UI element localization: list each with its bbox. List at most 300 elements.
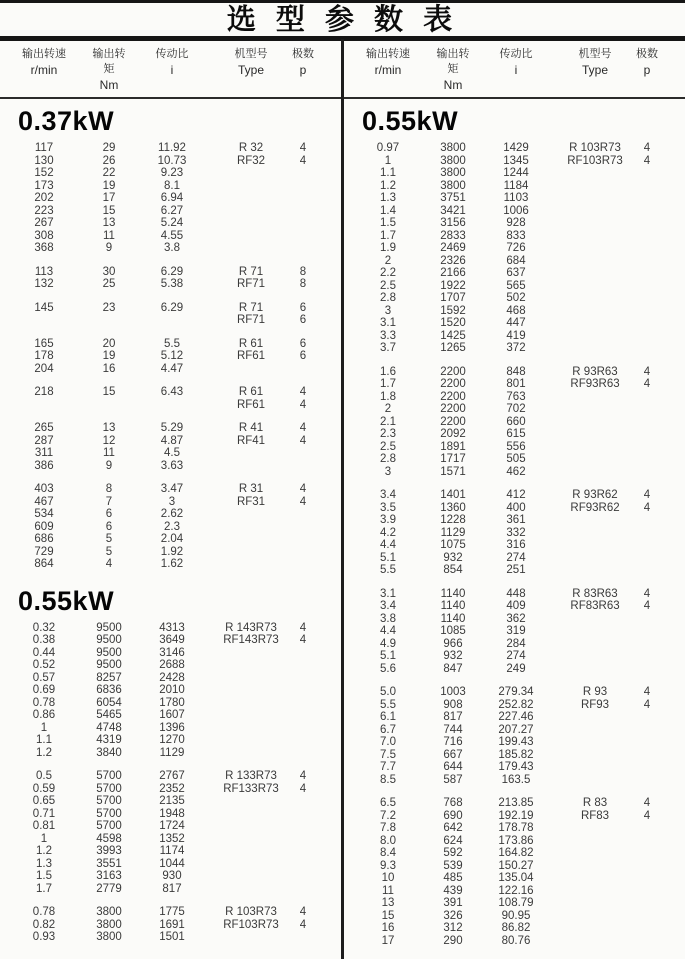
cell-type — [558, 267, 632, 280]
cell-torque: 716 — [443, 736, 463, 748]
cell-poles — [632, 724, 662, 737]
cell-speed: 1.1 — [36, 734, 52, 746]
cell-type: RF71 — [236, 278, 266, 290]
cell-torque: 30 — [102, 265, 116, 278]
cell-poles: 6 — [299, 301, 307, 314]
cell-ratio: 702 — [506, 403, 526, 415]
ratio-label: 传动比 — [499, 48, 533, 60]
cell-type — [558, 230, 632, 243]
cell-speed: 10 — [381, 872, 395, 884]
cell-ratio: 1044 — [159, 857, 185, 870]
cell-speed: 0.5 — [36, 770, 52, 782]
cell-speed: 2.3 — [380, 428, 396, 440]
table-row — [0, 230, 341, 243]
cell-ratio: 409 — [506, 600, 526, 612]
cell-ratio: 447 — [506, 317, 526, 329]
cell-poles — [632, 552, 662, 565]
cell-type: R 93R62 — [572, 489, 618, 501]
cell-torque: 2200 — [440, 415, 466, 428]
cell-type — [558, 428, 632, 441]
cell-speed: 7.0 — [380, 736, 396, 748]
table-row — [0, 808, 341, 821]
cell-speed: 117 — [34, 142, 54, 154]
cell-poles — [288, 460, 318, 473]
cell-speed: 1.2 — [36, 845, 52, 857]
cell-torque: 3163 — [96, 870, 122, 882]
cell-torque: 290 — [443, 934, 463, 947]
cell-ratio: 468 — [506, 304, 526, 317]
cell-poles — [632, 403, 662, 416]
cell-speed: 2.2 — [380, 267, 396, 279]
cell-type — [214, 684, 288, 697]
cell-ratio: 9.23 — [160, 167, 184, 179]
table-row — [344, 217, 685, 230]
cell-poles: 6 — [299, 314, 307, 326]
cell-ratio: 637 — [506, 267, 526, 279]
cell-poles — [288, 508, 318, 521]
cell-torque: 3421 — [440, 204, 466, 217]
cell-torque: 768 — [443, 797, 463, 809]
table-row — [344, 613, 685, 626]
cell-type: R 32 — [238, 142, 264, 154]
table-row — [0, 820, 341, 833]
table-row — [344, 142, 685, 155]
speed-unit: r/min — [374, 63, 402, 77]
cell-speed: 7.2 — [380, 809, 396, 822]
cell-type — [558, 280, 632, 293]
table-row — [344, 180, 685, 193]
cell-poles — [288, 533, 318, 546]
cell-torque: 932 — [443, 650, 463, 662]
torque-label: 输出转矩 — [92, 48, 126, 75]
cell-ratio: 4.5 — [164, 447, 180, 459]
table-row — [344, 255, 685, 268]
cell-torque: 2833 — [440, 229, 466, 242]
cell-poles — [288, 363, 318, 376]
cell-ratio: 274 — [506, 551, 526, 564]
cell-speed: 0.57 — [32, 671, 56, 684]
table-row — [0, 205, 341, 218]
cell-speed: 403 — [34, 483, 54, 495]
type-unit: Type — [237, 63, 264, 77]
cell-ratio: 3.63 — [160, 459, 184, 472]
cell-ratio: 199.43 — [498, 736, 534, 748]
cell-type: RF143R73 — [223, 634, 279, 646]
table-row — [0, 697, 341, 710]
cell-speed: 0.78 — [32, 906, 56, 918]
cell-ratio: 372 — [506, 342, 526, 354]
row-group — [0, 142, 341, 255]
cell-poles: 4 — [299, 483, 307, 495]
cell-ratio: 1184 — [503, 179, 529, 192]
cell-ratio: 2352 — [159, 782, 185, 795]
cell-speed: 0.65 — [32, 795, 56, 807]
cell-ratio: 4.55 — [160, 229, 184, 242]
cell-torque: 3800 — [440, 179, 466, 192]
cell-ratio: 833 — [506, 229, 526, 242]
table-row — [0, 460, 341, 473]
row-group — [0, 622, 341, 760]
cell-torque: 3800 — [440, 142, 466, 154]
cell-torque: 9 — [105, 459, 113, 472]
cell-type: RF103R73 — [223, 918, 279, 931]
cell-type — [214, 709, 288, 722]
cell-ratio: 251 — [506, 564, 526, 576]
table-row — [0, 302, 341, 315]
cell-poles: 4 — [299, 154, 307, 167]
cell-torque: 3993 — [96, 845, 122, 857]
cell-speed: 218 — [34, 386, 54, 398]
cell-torque: 2469 — [440, 242, 466, 254]
cell-poles — [632, 527, 662, 540]
cell-poles — [288, 242, 318, 255]
cell-torque: 1922 — [440, 279, 466, 292]
cell-poles — [632, 317, 662, 330]
cell-ratio: 150.27 — [498, 859, 534, 872]
table-row — [0, 386, 341, 399]
cell-torque: 2200 — [440, 365, 466, 378]
cell-type — [214, 180, 288, 193]
table-row — [344, 810, 685, 823]
cell-poles — [632, 663, 662, 676]
table-row — [0, 217, 341, 230]
cell-poles: 4 — [643, 365, 651, 378]
cell-poles — [632, 330, 662, 343]
cell-torque: 2779 — [96, 882, 122, 895]
top-rule — [0, 0, 685, 3]
cell-poles — [288, 883, 318, 896]
cell-ratio: 5.29 — [160, 422, 184, 434]
cell-poles: 4 — [643, 587, 651, 600]
cell-torque: 312 — [443, 922, 463, 934]
speed-unit: r/min — [30, 63, 58, 77]
cell-type — [558, 552, 632, 565]
cell-ratio: 11.92 — [158, 142, 186, 154]
column-header-speed — [344, 47, 432, 93]
table-row — [344, 441, 685, 454]
cell-torque: 26 — [102, 154, 116, 167]
cell-torque: 932 — [443, 551, 463, 564]
cell-poles: 4 — [299, 634, 307, 646]
cell-type — [558, 613, 632, 626]
cell-torque: 2200 — [440, 378, 466, 390]
cell-torque: 1140 — [440, 612, 466, 625]
cell-torque: 9500 — [96, 659, 122, 671]
table-row — [0, 734, 341, 747]
cell-ratio: 362 — [506, 612, 526, 625]
cell-speed: 4.9 — [380, 637, 396, 650]
torque-label: 输出转矩 — [436, 48, 470, 75]
table-row — [344, 897, 685, 910]
cell-type — [558, 564, 632, 577]
table-row — [344, 686, 685, 699]
cell-type — [558, 935, 632, 948]
cell-torque: 8 — [105, 483, 113, 495]
cell-torque: 1075 — [440, 539, 466, 551]
cell-torque: 1003 — [440, 686, 466, 698]
cell-poles — [632, 736, 662, 749]
cell-torque: 1717 — [440, 453, 466, 465]
cell-torque: 4598 — [96, 832, 122, 845]
poles-unit: p — [643, 63, 651, 77]
cell-type: RF83 — [580, 809, 610, 822]
cell-poles: 4 — [643, 698, 651, 711]
cell-type — [214, 533, 288, 546]
cell-type — [558, 242, 632, 255]
cell-poles — [632, 280, 662, 293]
table-row — [344, 600, 685, 613]
table-row — [344, 564, 685, 577]
power-section-header: 0.37kW — [18, 106, 115, 136]
cell-speed: 13 — [381, 897, 395, 909]
table-row — [344, 342, 685, 355]
row-group — [344, 489, 685, 577]
cell-type — [558, 638, 632, 651]
cell-type — [558, 860, 632, 873]
cell-ratio: 192.19 — [498, 809, 534, 822]
cell-ratio: 5.5 — [164, 337, 180, 350]
cell-type: R 83 — [582, 797, 608, 809]
cell-torque: 817 — [443, 711, 463, 723]
cell-type — [558, 180, 632, 193]
table-row — [344, 242, 685, 255]
cell-torque: 1265 — [440, 342, 466, 354]
cell-type — [558, 736, 632, 749]
cell-torque: 22 — [102, 167, 116, 179]
cell-ratio: 332 — [506, 526, 526, 539]
cell-speed: 265 — [34, 422, 54, 434]
cell-torque: 3800 — [96, 918, 122, 931]
cell-poles — [632, 935, 662, 948]
cell-torque: 587 — [443, 773, 463, 786]
cell-poles — [288, 709, 318, 722]
cell-type — [558, 342, 632, 355]
cell-speed: 6.5 — [380, 797, 396, 809]
cell-torque: 19 — [102, 350, 116, 362]
table-row — [0, 180, 341, 193]
cell-speed: 3 — [384, 304, 392, 317]
center-divider-rule — [341, 39, 344, 959]
table-row — [0, 883, 341, 896]
cell-speed: 5.5 — [380, 564, 396, 576]
cell-speed: 6.1 — [380, 711, 396, 723]
cell-poles — [632, 205, 662, 218]
table-row — [344, 872, 685, 885]
cell-poles — [632, 453, 662, 466]
cell-type — [214, 820, 288, 833]
cell-type — [558, 416, 632, 429]
table-row — [344, 847, 685, 860]
cell-type — [214, 192, 288, 205]
cell-poles — [632, 638, 662, 651]
cell-speed: 1.3 — [380, 192, 396, 204]
cell-ratio: 1345 — [503, 154, 529, 167]
row-group — [0, 302, 341, 327]
cell-type — [558, 391, 632, 404]
cell-ratio: 2.62 — [160, 508, 184, 520]
cell-poles — [632, 625, 662, 638]
cell-ratio: 185.82 — [498, 748, 534, 761]
cell-type — [558, 403, 632, 416]
cell-torque: 5700 — [96, 807, 122, 820]
cell-torque: 8257 — [96, 671, 122, 684]
cell-speed: 173 — [34, 179, 54, 192]
cell-ratio: 316 — [506, 539, 526, 551]
cell-type — [558, 539, 632, 552]
table-row — [344, 155, 685, 168]
cell-type — [214, 808, 288, 821]
cell-ratio: 173.86 — [498, 834, 534, 847]
cell-ratio: 319 — [506, 625, 526, 637]
cell-type — [214, 734, 288, 747]
cell-type — [558, 305, 632, 318]
cell-torque: 11 — [103, 447, 115, 459]
cell-speed: 0.93 — [32, 931, 56, 943]
table-row — [344, 699, 685, 712]
cell-torque: 667 — [443, 748, 463, 761]
cell-torque: 17 — [102, 192, 116, 204]
cell-poles — [632, 292, 662, 305]
cell-poles: 4 — [643, 600, 651, 612]
cell-torque: 1571 — [440, 465, 466, 478]
table-row — [344, 428, 685, 441]
cell-ratio: 3.47 — [160, 483, 184, 495]
cell-type — [214, 697, 288, 710]
cell-ratio: 163.5 — [501, 773, 531, 786]
cell-ratio: 4313 — [159, 621, 185, 634]
cell-torque: 29 — [102, 142, 116, 154]
cell-type — [558, 711, 632, 724]
cell-poles — [632, 822, 662, 835]
cell-torque: 391 — [443, 897, 463, 909]
cell-poles — [632, 428, 662, 441]
cell-type: R 31 — [238, 483, 264, 495]
cell-type — [558, 774, 632, 787]
cell-type — [558, 317, 632, 330]
table-row — [344, 391, 685, 404]
cell-ratio: 928 — [506, 217, 526, 229]
cell-poles: 4 — [643, 378, 651, 390]
table-row — [0, 242, 341, 255]
cell-speed: 2 — [384, 403, 392, 415]
cell-speed: 0.82 — [32, 918, 56, 931]
table-row — [0, 709, 341, 722]
cell-speed: 0.59 — [32, 782, 56, 795]
cell-poles — [288, 697, 318, 710]
cell-poles: 4 — [299, 422, 307, 434]
cell-torque: 2326 — [440, 254, 466, 267]
cell-type — [558, 872, 632, 885]
cell-poles — [288, 447, 318, 460]
cell-speed: 2 — [384, 254, 392, 267]
cell-ratio: 726 — [506, 242, 526, 254]
cell-speed: 5.0 — [380, 686, 396, 698]
cell-type — [214, 747, 288, 760]
cell-torque: 11 — [103, 229, 115, 242]
cell-poles: 8 — [299, 265, 307, 278]
table-row — [0, 167, 341, 180]
cell-type — [558, 466, 632, 479]
table-row — [344, 736, 685, 749]
cell-type — [558, 897, 632, 910]
cell-torque: 5700 — [96, 770, 122, 782]
type-label: 机型号 — [578, 48, 612, 60]
cell-speed: 132 — [34, 278, 54, 290]
cell-ratio: 80.76 — [501, 934, 531, 947]
cell-torque: 908 — [443, 698, 463, 711]
cell-torque: 1085 — [440, 625, 466, 637]
speed-label: 输出转速 — [366, 48, 410, 60]
cell-ratio: 164.82 — [498, 847, 534, 859]
cell-poles — [632, 910, 662, 923]
cell-poles — [632, 167, 662, 180]
cell-ratio: 284 — [506, 637, 526, 650]
cell-speed: 2.8 — [380, 453, 396, 465]
cell-poles — [632, 416, 662, 429]
cell-torque: 9500 — [96, 634, 122, 646]
cell-speed: 9.3 — [380, 859, 396, 872]
cell-ratio: 817 — [162, 882, 182, 895]
cell-speed: 1.2 — [36, 746, 52, 759]
torque-unit: Nm — [443, 78, 463, 92]
cell-poles — [288, 808, 318, 821]
cell-poles — [288, 833, 318, 846]
cell-speed: 0.97 — [376, 142, 400, 154]
cell-poles — [632, 391, 662, 404]
cell-ratio: 1244 — [503, 167, 529, 179]
cell-ratio: 6.27 — [160, 204, 184, 217]
table-row — [0, 870, 341, 883]
cell-torque: 3551 — [96, 857, 122, 870]
cell-torque: 19 — [102, 179, 116, 192]
cell-speed: 8.5 — [380, 773, 396, 786]
torque-unit: Nm — [99, 78, 119, 92]
cell-type: R 83R63 — [572, 587, 618, 600]
table-row — [0, 314, 341, 327]
cell-ratio: 1129 — [159, 746, 185, 759]
cell-ratio: 1352 — [159, 832, 185, 845]
cell-ratio: 462 — [506, 465, 526, 478]
cell-torque: 3156 — [440, 217, 466, 229]
cell-torque: 854 — [443, 564, 463, 576]
cell-speed: 165 — [34, 337, 54, 350]
cell-ratio: 1006 — [503, 204, 529, 217]
type-label: 机型号 — [234, 48, 268, 60]
cell-torque: 3840 — [96, 746, 122, 759]
row-group — [344, 588, 685, 676]
cell-ratio: 1780 — [159, 696, 185, 709]
cell-torque: 2166 — [440, 267, 466, 279]
column-header-ratio — [474, 47, 558, 93]
cell-torque: 3800 — [96, 906, 122, 918]
table-row — [0, 278, 341, 291]
cell-speed: 0.78 — [32, 696, 56, 709]
table-row — [0, 155, 341, 168]
cell-type: RF71 — [236, 314, 266, 326]
cell-type: R 71 — [238, 265, 264, 278]
cell-ratio — [130, 399, 214, 412]
cell-torque: 16 — [102, 362, 116, 375]
cell-ratio: 10.73 — [157, 154, 187, 167]
table-row — [0, 931, 341, 944]
cell-type: RF93 — [580, 698, 610, 711]
table-row — [0, 770, 341, 783]
cell-speed: 1.3 — [36, 857, 52, 870]
cell-poles — [632, 650, 662, 663]
row-group — [344, 142, 685, 355]
cell-speed: 1.6 — [380, 365, 396, 378]
cell-ratio: 660 — [506, 415, 526, 428]
